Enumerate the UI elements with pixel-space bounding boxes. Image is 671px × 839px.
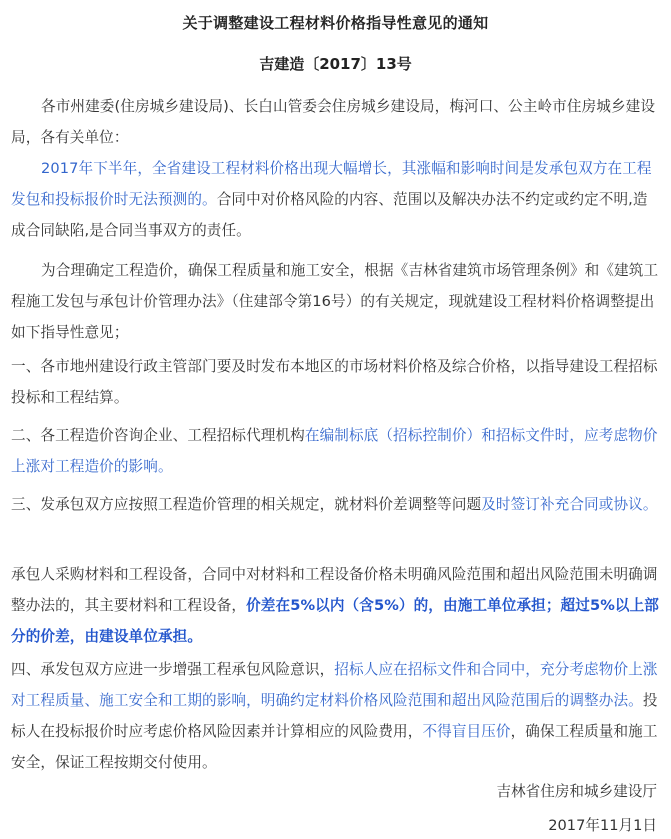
paragraph-background: [11, 153, 661, 246]
document-title: 关于调整建设工程材料价格指导性意见的通知: [182, 14, 489, 32]
paragraph-price-risk: [11, 559, 661, 652]
body-text: 承包人采购材料和工程设备，合同中对材料和工程设备价格未明确风险范围和超出风险范围未明确调整办法的，其主要材料和工程设备，: [11, 566, 658, 614]
body-text: 合同中对价格风险的内容、范围以及解决办法不约定或约定不明,造成合同缺陷,是合同当事双方的责任。: [11, 191, 648, 239]
item-three: [11, 489, 661, 520]
item-one: 一、各市地州建设行政主管部门要及时发布本地区的市场材料价格及综合价格，以指导建设工程招标投标和工程结算。: [11, 358, 658, 406]
item-four: [11, 654, 661, 778]
body-text: 三、发承包双方应按照工程造价管理的相关规定，就材料价差调整等问题: [11, 496, 482, 513]
document-number: 吉建造〔2017〕13号: [259, 55, 412, 73]
paragraph-basis: 为合理确定工程造价，确保工程质量和施工安全，根据《吉林省建筑市场管理条例》和《建筑工程施工发包与承包计价管理办法》（住建部令第16号）的有关规定，现就建设工程材料价格调整提出如下指导性意见；: [11, 262, 659, 341]
signature-organization: 吉林省住房和城乡建设厅: [496, 783, 657, 800]
highlight-text: 及时签订补充合同或协议。: [481, 496, 658, 513]
emphasis-text: 价差在5%以内（含5%）的，由施工单位承担；超过5%以上部分的价差，由建设单位承担。: [11, 597, 659, 645]
signature-date: 2017年11月1日: [548, 817, 657, 834]
highlight-text: 招标人应在招标文件和合同中，充分考虑物价上涨对工程质量、施工安全和工期的影响，明确约定材料价格风险范围和超出风险范围后的调整办法。: [11, 661, 658, 709]
body-text: 二、各工程造价咨询企业、工程招标代理机构: [11, 427, 305, 444]
item-two: [11, 420, 661, 482]
body-text: 投标人在投标报价时应考虑价格风险因素并计算相应的风险费用，: [11, 692, 658, 740]
salutation: 各市州建委(住房城乡建设局)、长白山管委会住房城乡建设局，梅河口、公主岭市住房城乡建设局，各有关单位：: [11, 98, 656, 146]
highlight-text: 在编制标底（招标控制价）和招标文件时，应考虑物价上涨对工程造价的影响。: [11, 427, 658, 475]
highlight-text: 2017年下半年，全省建设工程材料价格出现大幅增长，其涨幅和影响时间是发承包双方在工程发包和投标报价时无法预测的。: [11, 160, 652, 208]
body-text: ，确保工程质量和施工安全，保证工程按期交付使用。: [11, 723, 658, 771]
highlight-text: 不得盲目压价: [422, 723, 511, 740]
body-text: 四、承发包双方应进一步增强工程承包风险意识，: [11, 661, 335, 678]
